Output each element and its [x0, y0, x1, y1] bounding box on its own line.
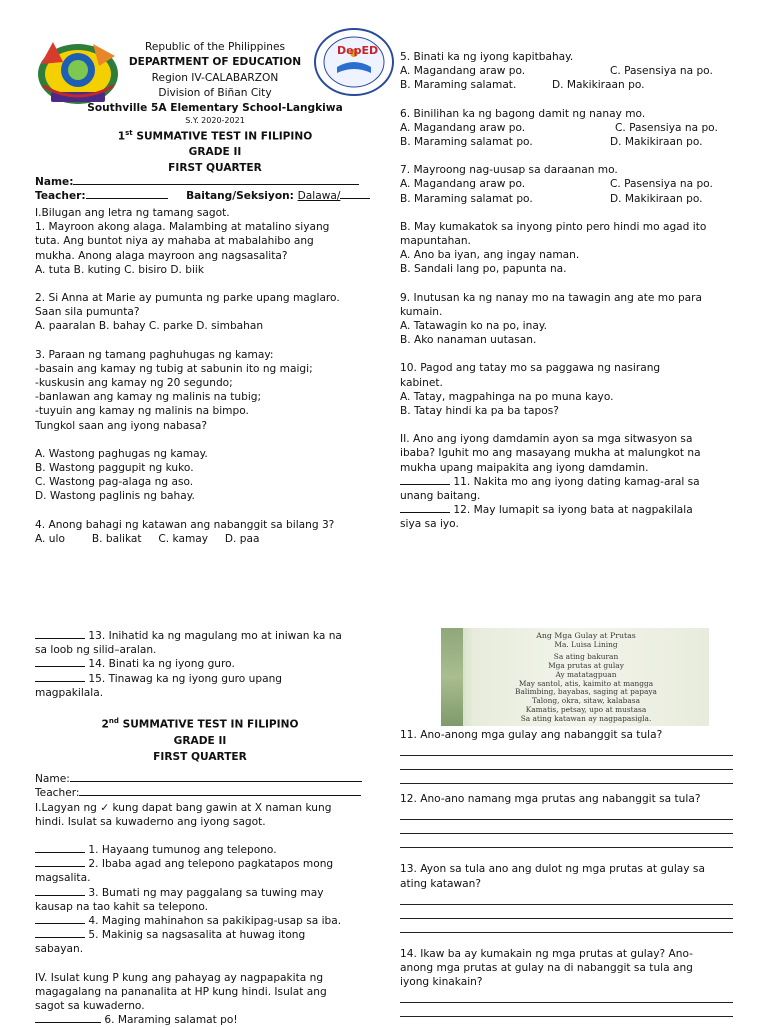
poem-q14: 14. Ikaw ba ay kumakain ng mga prutas at gulay? Ano- — [400, 947, 693, 960]
q8-line: mapuntahan. — [400, 235, 471, 248]
q7-choice-a: A. Magandang araw po. — [400, 178, 526, 191]
answer-line[interactable] — [400, 806, 733, 820]
part2-instruction: II. Ano ang iyong damdamin ayon sa mga sitwasyon sa — [400, 433, 693, 446]
poem-line: Kamatis, petsay, upo at mustasa — [525, 705, 647, 715]
q3-step: -basain ang kamay ng tubig at sabunin ito ng maigi; — [35, 362, 313, 375]
test2-item-3-cont: kausap na tao kahit sa telepono. — [35, 900, 209, 913]
test2-item-3[interactable]: 3. Bumati ng may paggalang sa tuwing may — [35, 886, 375, 900]
q3-question: Tungkol saan ang iyong nabasa? — [35, 419, 208, 432]
q9-line: 9. Inutusan ka ng nanay mo na tawagin ang ate mo para — [400, 291, 703, 304]
q15-item[interactable]: 15. Tinawag ka ng iyong guro upang — [35, 672, 375, 686]
q11-item[interactable]: 11. Nakita mo ang iyong dating kamag-aral sa — [400, 475, 730, 489]
department-text: DEPARTMENT OF EDUCATION — [128, 56, 302, 69]
test-title: 1st SUMMATIVE TEST IN FILIPINO — [117, 129, 313, 144]
part4-instruction: sagot sa kuwaderno. — [35, 1000, 145, 1012]
q3-choice: C. Wastong pag-alaga ng aso. — [35, 476, 194, 489]
poem-image — [441, 628, 709, 726]
test2-name-field[interactable]: Name: — [35, 772, 375, 786]
q7-choice-c: C. Pasensiya na po. — [610, 178, 713, 191]
q5-line: 5. Binati ka ng iyong kapitbahay. — [400, 51, 574, 63]
q3-choice: B. Wastong paggupit ng kuko. — [35, 462, 194, 475]
poem-q12: 12. Ano-ano namang mga prutas ang nabanggit sa tula? — [400, 793, 701, 806]
poem-line: Sa ating katawan ay nagpapasigla. — [520, 714, 652, 724]
test2-teacher-field[interactable]: Teacher: — [35, 786, 375, 800]
answer-line[interactable] — [400, 905, 733, 919]
q12-line: siya sa iyo. — [400, 518, 459, 531]
q2-choices: A. paaralan B. bahay C. parke D. simbahan — [35, 320, 264, 333]
instruction-1: I.Bilugan ang letra ng tamang sagot. — [35, 207, 230, 219]
part4-instruction: IV. Isulat kung P kung ang pahayag ay nagpapakita ng — [35, 971, 324, 984]
q3-choice: D. Wastong paglinis ng bahay. — [35, 490, 195, 503]
q11-line: unang baitang. — [400, 490, 481, 503]
q14-item[interactable]: 14. Binati ka ng iyong guro. — [35, 657, 375, 671]
q10-line: kabinet. — [400, 376, 443, 389]
q12-item[interactable]: 12. May lumapit sa iyong bata at nagpakilala — [400, 503, 730, 517]
deped-logo-text: DepED — [337, 44, 379, 57]
teacher-field[interactable]: Teacher: Baitang/Seksiyon: Dalawa/ — [35, 189, 365, 203]
q10-choice: B. Tatay hindi ka pa ba tapos? — [400, 405, 559, 418]
q5-choice-a: A. Magandang araw po. — [400, 65, 526, 78]
q8-choice: A. Ano ba iyan, ang ingay naman. — [400, 249, 580, 262]
q8-choice: B. Sandali lang po, papunta na. — [400, 263, 567, 276]
q3-line: 3. Paraan ng tamang paghuhugas ng kamay: — [35, 348, 274, 361]
q3-step: -kuskusin ang kamay ng 20 segundo; — [35, 377, 233, 390]
test2-item-5[interactable]: 5. Makinig sa nagsasalita at huwag itong — [35, 928, 375, 942]
answer-line[interactable] — [400, 756, 733, 770]
q9-line: kumain. — [400, 305, 443, 318]
test2-item-6[interactable]: 6. Maraming salamat po! — [35, 1013, 375, 1027]
school-name: Southville 5A Elementary School-Langkiwa — [87, 102, 343, 115]
test2-title: 2nd SUMMATIVE TEST IN FILIPINO — [101, 717, 299, 731]
q13-item[interactable]: 13. Inihatid ka ng magulang mo at iniwan ka na — [35, 629, 375, 643]
poem-line: Sa ating bakuran — [553, 651, 619, 661]
q13-line: sa loob ng silid–aralan. — [35, 644, 157, 657]
q1-line: mukha. Anong alaga mayroon ang nagsasalita? — [35, 249, 288, 262]
test2-grade: GRADE II — [173, 734, 227, 747]
test2-item-4[interactable]: 4. Maging mahinahon sa pakikipag-usap sa iba. — [35, 914, 375, 928]
q5-choice-b: B. Maraming salamat. — [400, 79, 517, 92]
q10-line: 10. Pagod ang tatay mo sa paggawa ng nasirang — [400, 362, 661, 375]
poem-text — [467, 632, 705, 724]
part2-instruction: mukha upang maipakita ang iyong damdamin. — [400, 461, 649, 474]
q10-choice: A. Tatay, magpahinga na po muna kayo. — [400, 390, 614, 403]
q1-line: tuta. Ang buntot niya ay mahaba at mabalahibo ang — [35, 235, 314, 248]
republic-text: Republic of the Philippines — [144, 41, 286, 53]
answer-line[interactable] — [400, 820, 733, 834]
student-info — [35, 175, 365, 203]
q6-choice-d: D. Makikiraan po. — [610, 136, 703, 149]
q5-choice-d: D. Makikiraan po. — [552, 79, 645, 92]
poem-line: Ay matatagpuan — [555, 669, 617, 679]
q2-line: 2. Si Anna at Marie ay pumunta ng parke upang maglaro. — [35, 292, 340, 305]
q7-choice-d: D. Makikiraan po. — [610, 192, 703, 205]
q6-line: 6. Binilihan ka ng bagong damit ng nanay mo. — [400, 107, 646, 120]
poem-q13: 13. Ayon sa tula ano ang dulot ng mga prutas at gulay sa — [400, 863, 705, 876]
q7-choice-b: B. Maraming salamat po. — [400, 192, 533, 205]
poem-q11: 11. Ano-anong mga gulay ang nabanggit sa tula? — [400, 729, 663, 741]
q2-line: Saan sila pumunta? — [35, 306, 140, 319]
school-year: S.Y. 2020-2021 — [185, 116, 245, 126]
answer-line[interactable] — [400, 834, 733, 848]
poem-line: Talong, okra, sitaw, kalabasa — [532, 696, 640, 706]
part1-instruction: I.Lagyan ng ✓ kung dapat bang gawin at X naman kung — [35, 801, 332, 814]
poem-line: Mga prutas at gulay — [548, 660, 624, 670]
part2-instruction: ibaba? Iguhit mo ang masayang mukha at malungkot na — [400, 447, 701, 460]
q3-step: -tuyuin ang kamay ng malinis na bimpo. — [35, 405, 249, 418]
poem-author: Ma. Luisa Lining — [554, 639, 618, 649]
region-text: Region IV-CALABARZON — [151, 71, 279, 84]
q6-choice-a: A. Magandang araw po. — [400, 121, 526, 134]
answer-line[interactable] — [400, 989, 733, 1003]
part1-instruction: hindi. Isulat sa kuwaderno ang iyong sagot. — [35, 815, 266, 828]
answer-line[interactable] — [400, 891, 733, 905]
right-questions — [400, 50, 730, 532]
grade-text: GRADE II — [188, 146, 242, 159]
q9-choice: A. Tatawagin ko na po, inay. — [400, 320, 547, 333]
q6-choice-b: B. Maraming salamat po. — [400, 136, 533, 149]
q1-line: 1. Mayroon akong alaga. Malambing at matalino siyang — [35, 221, 330, 234]
quarter-text: FIRST QUARTER — [168, 161, 262, 174]
poem-line: May santol, atis, kaimito at mangga — [518, 678, 654, 688]
test2-item-2-cont: magsalita. — [35, 872, 91, 885]
q1-choices: A. tuta B. kuting C. bisiro D. biik — [35, 263, 204, 276]
test2-item-1[interactable]: 1. Hayaang tumunog ang telepono. — [35, 843, 375, 857]
test2-item-5-cont: sabayan. — [35, 943, 84, 956]
right-bottom — [400, 728, 733, 1017]
test2-item-2[interactable]: 2. Ibaba agad ang telepono pagkatapos mong — [35, 857, 375, 871]
left-bottom — [35, 629, 375, 1027]
poem-q13-cont: ating katawan? — [400, 877, 481, 890]
poem-title: Ang Mga Gulay at Prutas — [536, 631, 636, 640]
q6-choice-c: C. Pasensiya na po. — [615, 121, 718, 134]
q3-step: -banlawan ang kamay ng malinis na tubig; — [35, 391, 262, 404]
name-field[interactable]: Name: — [35, 175, 365, 189]
q7-line: 7. Mayroong nag-uusap sa daraanan mo. — [400, 164, 618, 177]
answer-line[interactable] — [400, 1003, 733, 1017]
poem-line: Balimbing, bayabas, saging at papaya — [515, 687, 657, 697]
q4-line: 4. Anong bahagi ng katawan ang nabanggit sa bilang 3? — [35, 518, 335, 531]
q8-line: B. May kumakatok sa inyong pinto pero hindi mo agad ito — [400, 220, 707, 233]
poem-q14-cont: anong mga prutas at gulay na di nabanggit sa tula ang — [400, 962, 693, 975]
poem-q14-cont: iyong kinakain? — [400, 976, 483, 989]
answer-line[interactable] — [400, 742, 733, 756]
poem-decoration — [441, 628, 463, 726]
left-questions — [35, 206, 375, 546]
test2-quarter: FIRST QUARTER — [153, 750, 247, 763]
q3-choice: A. Wastong paghugas ng kamay. — [35, 447, 208, 460]
q5-choice-c: C. Pasensiya na po. — [610, 65, 713, 78]
answer-line[interactable] — [400, 770, 733, 784]
division-text: Division of Biñan City — [158, 86, 272, 99]
q9-choice: B. Ako nanaman uutasan. — [400, 334, 537, 347]
header — [35, 40, 395, 176]
part4-instruction: magagalang na pananalita at HP kung hindi. Isulat ang — [35, 985, 327, 998]
answer-line[interactable] — [400, 919, 733, 933]
q15-line: magpakilala. — [35, 686, 104, 699]
q4-choices: A. ulo B. balikat C. kamay D. paa — [35, 532, 260, 545]
